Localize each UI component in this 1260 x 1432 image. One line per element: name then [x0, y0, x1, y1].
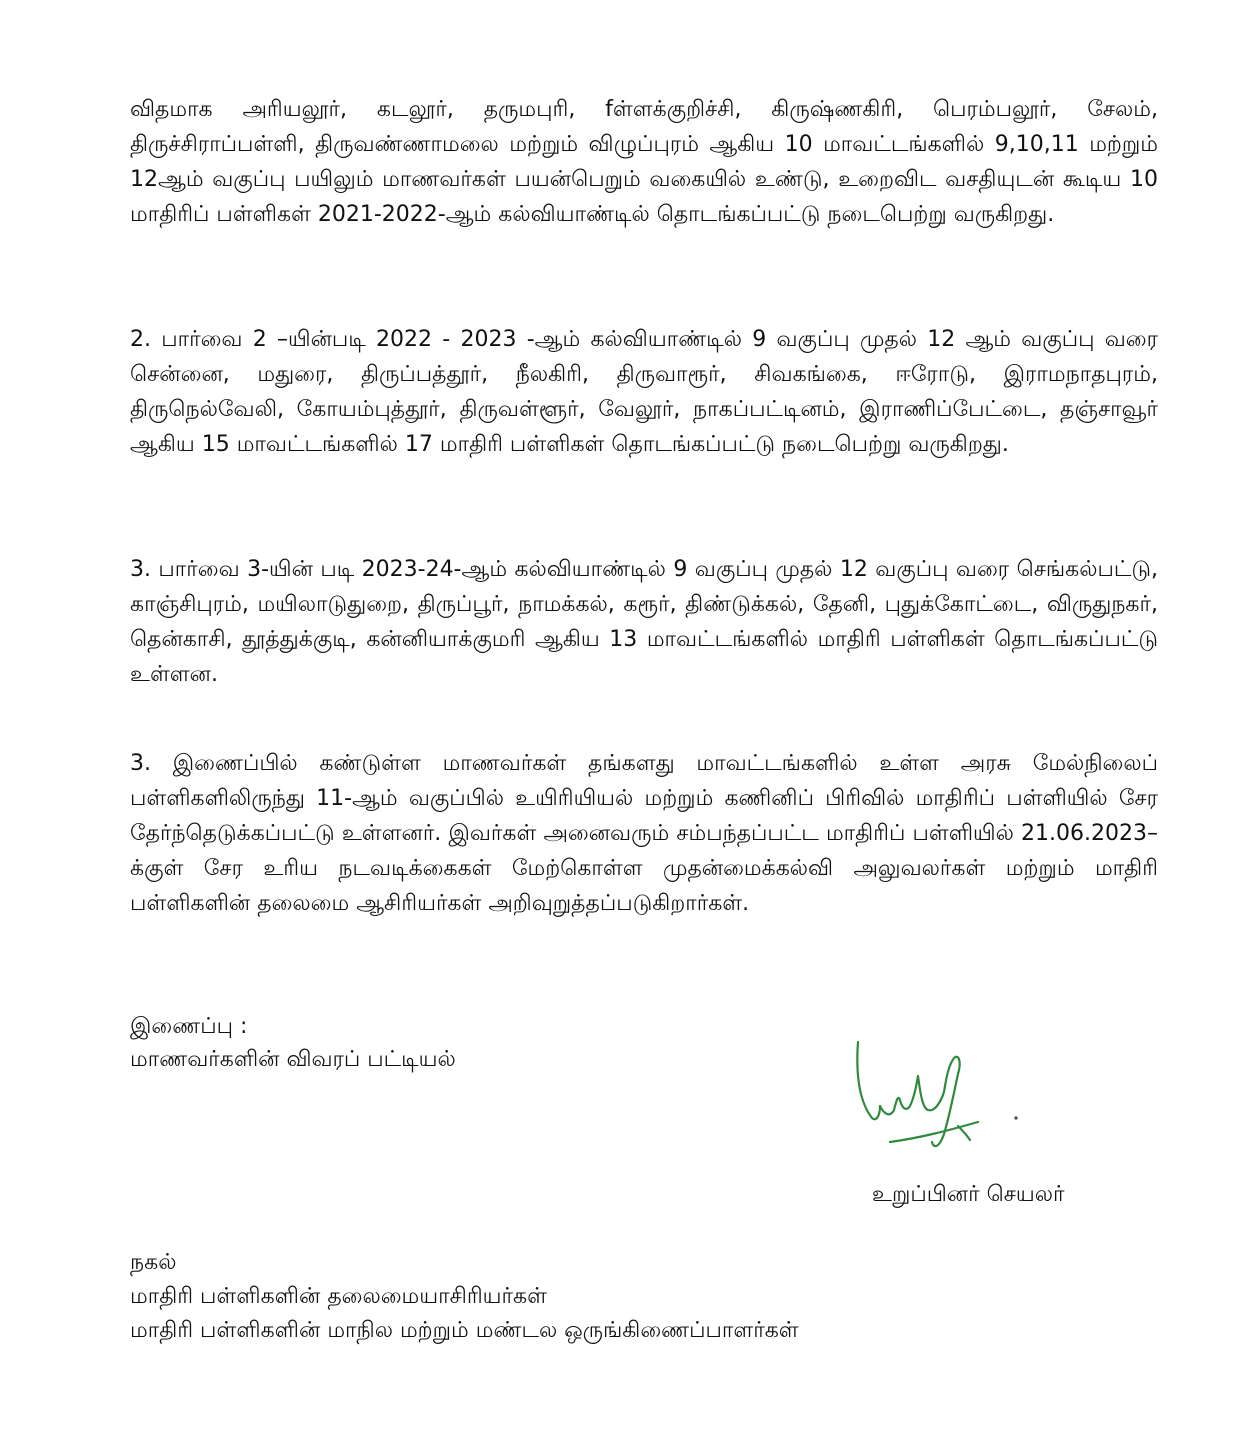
paragraph-2: 2. பார்வை 2 –யின்படி 2022 - 2023 -ஆம் கல்வியாண்டில் 9 வகுப்பு முதல் 12 ஆம் வகுப்பு வரை சென்னை, மதுரை, திருப்பத்தூர், நீலகிரி, திருவாரூர், சிவகங்கை, ஈரோடு, இராமநாதபுரம், திருநெல்வேலி, கோயம்புத்தூர், திருவள்ளூர், வேலூர், நாகப்பட்டினம், இராணிப்பேட்டை, தஞ்சாவூர் ஆகிய 15 மாவட்டங்களில் 17 மாதிரி பள்ளிகள் தொடங்கப்பட்டு நடைபெற்று வருகிறது. — [130, 327, 1158, 457]
paragraph-1: விதமாக அரியலூர், கடலூர், தருமபுரி, fள்ளக்குறிச்சி, கிருஷ்ணகிரி, பெரம்பலூர், சேலம், திருச்சிராப்பள்ளி, திருவண்ணாமலை மற்றும் விழுப்புரம் ஆகிய 10 மாவட்டங்களில் 9,10,11 மற்றும் 12ஆம் வகுப்பு பயிலும் மாணவர்கள் பயன்பெறும் வகையில் உண்டு, உறைவிட வசதியுடன் கூடிய 10 மாதிரிப் பள்ளிகள் 2021-2022-ஆம் கல்வியாண்டில் தொடங்கப்பட்டு நடைபெற்று வருகிறது. — [130, 97, 1158, 227]
copy-recipient: மாதிரி பள்ளிகளின் தலைமையாசிரியர்கள் — [130, 1284, 547, 1309]
signer-title: உறுப்பினர் செயலர் — [872, 1182, 1065, 1207]
signature-image — [850, 1030, 1040, 1160]
paragraph-3: 3. பார்வை 3-யின் படி 2023-24-ஆம் கல்வியாண்டில் 9 வகுப்பு முதல் 12 வகுப்பு வரை செங்கல்பட்டு, காஞ்சிபுரம், மயிலாடுதுறை, திருப்பூர், நாமக்கல், கரூர், திண்டுக்கல், தேனி, புதுக்கோட்டை, விருதுநகர், தென்காசி, தூத்துக்குடி, கன்னியாக்குமரி ஆகிய 13 மாவட்டங்களில் மாதிரி பள்ளிகள் தொடங்கப்பட்டு உள்ளன. — [130, 557, 1158, 687]
enclosure-section — [130, 1010, 456, 1076]
copy-recipient: மாதிரி பள்ளிகளின் மாநில மற்றும் மண்டல ஒருங்கிணைப்பாளர்கள் — [130, 1318, 799, 1343]
enclosure-item: மாணவர்களின் விவரப் பட்டியல் — [130, 1047, 456, 1072]
copy-section — [130, 1246, 799, 1348]
paragraph-4: 3. இணைப்பில் கண்டுள்ள மாணவர்கள் தங்களது மாவட்டங்களில் உள்ள அரசு மேல்நிலைப் பள்ளிகளிலிருந்து 11-ஆம் வகுப்பில் உயிரியியல் மற்றும் கணினிப் பிரிவில் மாதிரிப் பள்ளியில் சேர தேர்ந்தெடுக்கப்பட்டு உள்ளனர். இவர்கள் அனைவரும் சம்பந்தப்பட்ட மாதிரிப் பள்ளியில் 21.06.2023–க்குள் சேர உரிய நடவடிக்கைகள் மேற்கொள்ள முதன்மைக்கல்வி அலுவலர்கள் மற்றும் மாதிரி பள்ளிகளின் தலைமை ஆசிரியர்கள் அறிவுறுத்தப்படுகிறார்கள். — [130, 751, 1159, 916]
enclosure-label: இணைப்பு : — [130, 1014, 248, 1039]
signature-strokes — [857, 1042, 978, 1146]
signature-dot — [1014, 1116, 1017, 1119]
copy-label: நகல் — [130, 1250, 177, 1275]
